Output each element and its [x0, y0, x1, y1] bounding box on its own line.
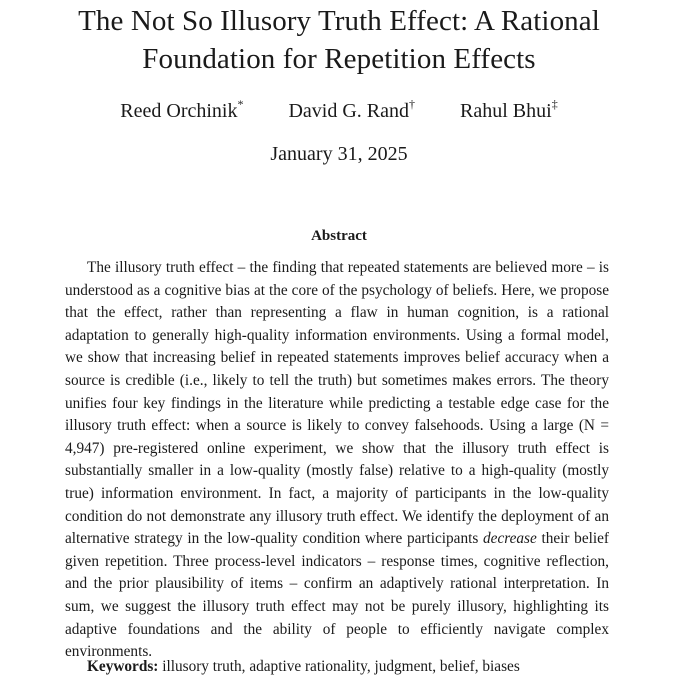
- paper-title-line-1: The Not So Illusory Truth Effect: A Rational: [78, 5, 600, 37]
- abstract-emphasis: decrease: [483, 530, 537, 548]
- author-2: [288, 98, 415, 124]
- keywords-label: Keywords:: [87, 658, 159, 675]
- abstract-text-part-1: The illusory truth effect – the finding that repeated statements are believed more – is understood as a cognitive bias at the core of the psychology of beliefs. Here, we propose that the effect, rather than representing a flaw in human cognition, is a rational adaptation to generally high-quality information environments. Using a formal model, we show that increasing belief in repeated statements improves belief accuracy when a source is credible (i.e., likely to tell the truth) but sometimes makes errors. The theory unifies four key findings in the literature while predicting a testable edge case for the illusory truth effect: when a source is likely to convey falsehoods. Using a large (N = 4,947) pre-registered online experiment, we show that the illusory truth effect is substantially smaller in a low-quality (mostly false) relative to a high-quality (mostly true) information environment. In fact, a majority of participants in the low-quality condition do not demonstrate any illusory truth effect. We identify the deployment of an alternative strategy in the low-quality condition where participants: [65, 259, 609, 548]
- author-name: Rahul Bhui: [460, 100, 552, 122]
- author-1: [120, 98, 243, 124]
- author-footnote-mark[interactable]: ‡: [551, 97, 558, 111]
- author-footnote-mark[interactable]: †: [409, 97, 416, 111]
- keywords: [87, 656, 520, 678]
- publication-date: January 31, 2025: [270, 143, 408, 165]
- paper-title: [0, 2, 678, 78]
- keywords-list: illusory truth, adaptive rationality, judgment, belief, biases: [162, 658, 520, 675]
- abstract-text-part-2: their belief given repetition. Three process-level indicators – response times, cognitive reflection, and the prior plausibility of items – confirm an adaptively rational interpretation. In sum, we suggest the illusory truth effect may not be purely illusory, highlighting its adaptive foundations and the ability of people to efficiently navigate complex environments.: [65, 530, 609, 661]
- author-name: Reed Orchinik: [120, 100, 238, 122]
- abstract-heading: Abstract: [311, 228, 367, 244]
- author-list: [0, 98, 678, 124]
- author-footnote-mark[interactable]: *: [237, 97, 244, 111]
- paper-title-line-2: Foundation for Repetition Effects: [142, 43, 536, 75]
- author-3: [460, 98, 558, 124]
- abstract-body: [65, 257, 609, 664]
- author-name: David G. Rand: [288, 100, 410, 122]
